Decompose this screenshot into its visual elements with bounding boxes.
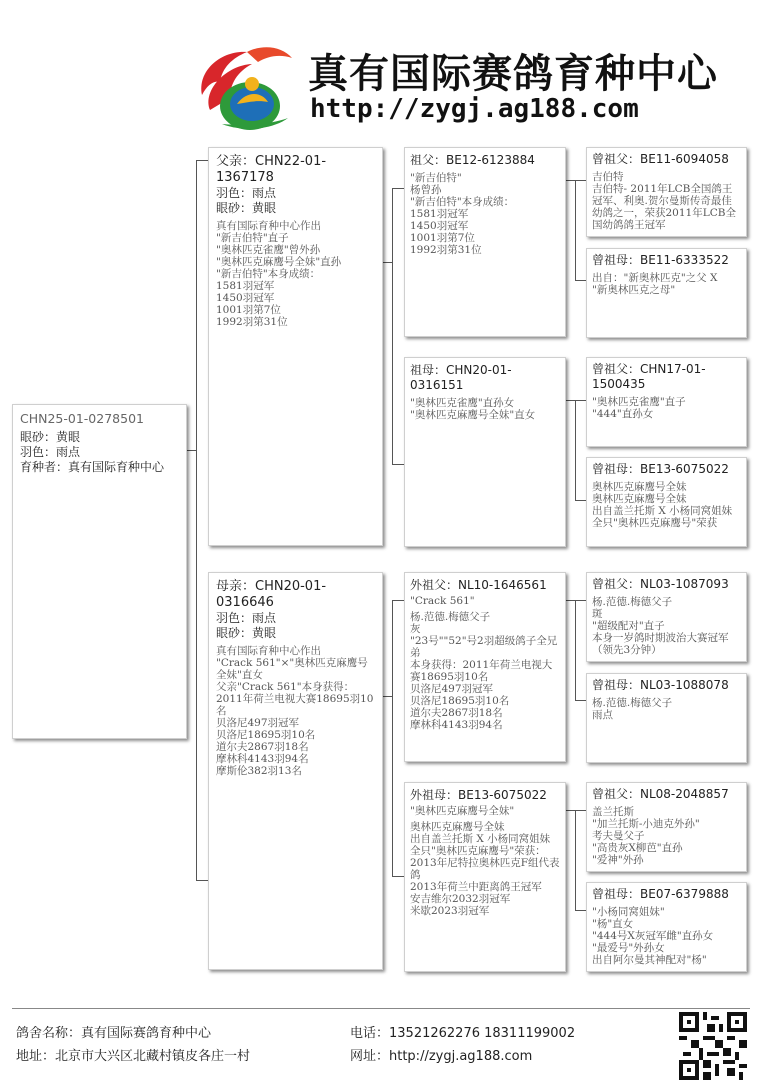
header-url[interactable]: http://zygj.ag188.com <box>310 94 639 124</box>
pgs-name: "新吉伯特" <box>410 172 462 184</box>
subject-card[interactable] <box>12 404 187 739</box>
phoenix-logo-icon <box>192 40 300 132</box>
sire-notes: 真有国际育种中心作出 "新吉伯特"直子 "奥林匹克雀鹰"曾外孙 "奥林匹克麻鹰号全妹"直孙 "新吉伯特"本身成绩： 1581羽冠军 1450羽冠军 1001羽第7位 1992羽第31位 <box>216 220 342 328</box>
ggp8-card[interactable] <box>586 882 747 972</box>
ggp7-notes: 盖兰托斯 "加兰托斯-小迪克外孙" 考夫曼父子 "高贵灰X柳芭"直孙 "爱神"外孙 <box>592 806 700 866</box>
logo <box>192 40 300 132</box>
footer-loft: 鸽舍名称：真有国际赛鸽育种中心 <box>16 1026 212 1041</box>
dam-ring: 母亲：CHN20-01-0316646 <box>216 579 327 610</box>
mgd-notes: 奥林匹克麻鹰号全妹 出自盖兰托斯 X 小杨同窝姐妹 全只"奥林匹克麻鹰号"荣获： 2013年尼特拉奥林匹克F组代表鸽 2013年荷兰中距离鸽王冠军 安吉维尔2032羽冠军 米歇2023羽冠军 <box>410 821 560 917</box>
mgs-notes: 杨.范德.梅德父子 灰 "23号""52"号2羽超级鸽子全兄弟 本身获得：2011年荷兰电视大赛18695羽10名 贝洛尼497羽冠军 贝洛尼18695羽10名 道尔夫2867羽18名 摩林科4143羽94名 <box>410 611 558 731</box>
mgd-ring: 外祖母：BE13-6075022 <box>410 788 547 802</box>
dam-eye: 眼砂：黄眼 <box>216 626 277 640</box>
mgs-ring: 外祖父：NL10-1646561 <box>410 578 547 592</box>
footer-divider <box>12 1008 750 1009</box>
ggp4-ring: 曾祖母：BE13-6075022 <box>592 462 729 476</box>
dam-color: 羽色：雨点 <box>216 611 277 625</box>
maternal-grandsire-card[interactable] <box>404 572 566 762</box>
ggp1-card[interactable] <box>586 147 747 237</box>
ggp4-notes: 奥林匹克麻鹰号全妹 奥林匹克麻鹰号全妹 出自盖兰托斯 X 小杨同窝姐妹 全只"奥林匹克麻鹰号"荣获 <box>592 481 733 529</box>
ggp5-card[interactable] <box>586 572 747 662</box>
ggp6-notes: 杨.范德.梅德父子 雨点 <box>592 697 673 721</box>
sire-ring: 父亲：CHN22-01-1367178 <box>216 154 327 185</box>
ggp4-card[interactable] <box>586 457 747 547</box>
sire-card[interactable] <box>208 147 383 546</box>
ggp2-ring: 曾祖母：BE11-6333522 <box>592 253 729 267</box>
sire-eye: 眼砂：黄眼 <box>216 201 277 215</box>
subject-eye: 眼砂：黄眼 <box>20 430 81 444</box>
pgd-notes: "奥林匹克雀鹰"直孙女 "奥林匹克麻鹰号全妹"直女 <box>410 397 536 421</box>
ggp3-notes: "奥林匹克雀鹰"直子 "444"直孙女 <box>592 396 686 420</box>
dam-notes: 真有国际育种中心作出 "Crack 561"×"奥林匹克麻鹰号全妹"直女 父亲"Crack 561"本身获得： 2011年荷兰电视大赛18695羽10名 贝洛尼497羽冠军 贝洛尼18695羽10名 道尔夫2867羽18名 摩林科4143羽94名 摩斯伦382羽13名 <box>216 645 374 777</box>
ggp5-ring: 曾祖父：NL03-1087093 <box>592 577 729 591</box>
ggp2-card[interactable] <box>586 248 747 338</box>
pgs-notes: 杨曾孙 "新吉伯特"本身成绩： 1581羽冠军 1450羽冠军 1001羽第7位 1992羽第31位 <box>410 184 515 256</box>
sire-color: 羽色：雨点 <box>216 186 277 200</box>
maternal-granddam-card[interactable] <box>404 782 566 972</box>
dam-card[interactable] <box>208 572 383 970</box>
ggp1-ring: 曾祖父：BE11-6094058 <box>592 152 729 166</box>
ggp7-ring: 曾祖父：NL08-2048857 <box>592 787 729 801</box>
ggp6-card[interactable] <box>586 673 747 763</box>
mgd-name: "奥林匹克麻鹰号全妹" <box>410 805 515 817</box>
qr-code-icon <box>679 1012 747 1080</box>
ggp2-notes: 出自："新奥林匹克"之父 X "新奥林匹克之母" <box>592 272 718 296</box>
footer-phone: 电话：13521262276 18311199002 <box>350 1026 576 1041</box>
footer-site[interactable]: 网址：http://zygj.ag188.com <box>350 1049 533 1064</box>
ggp6-ring: 曾祖母：NL03-1088078 <box>592 678 729 692</box>
subject-breeder: 育种者：真有国际育种中心 <box>20 460 165 474</box>
ggp1-notes: 吉伯特 吉伯特- 2011年LCB全国鸽王冠军、利奥.贺尔曼斯传奇最佳幼鸽之一，荣获2011年LCB全国幼鸽鸽王冠军 <box>592 171 736 231</box>
ggp8-notes: "小杨同窝姐妹" "杨"直女 "444号X灰冠军雌"直孙女 "最爱号"外孙女 出自阿尔曼其神配对"杨" <box>592 906 714 966</box>
paternal-granddam-card[interactable] <box>404 357 566 547</box>
subject-ring: CHN25-01-0278501 <box>20 411 144 426</box>
ggp8-ring: 曾祖母：BE07-6379888 <box>592 887 729 901</box>
pgd-ring: 祖母：CHN20-01-0316151 <box>410 363 512 392</box>
mgs-name: "Crack 561" <box>410 595 475 607</box>
footer-address: 地址：北京市大兴区北藏村镇皮各庄一村 <box>16 1049 251 1064</box>
pgs-ring: 祖父：BE12-6123884 <box>410 153 535 167</box>
ggp5-notes: 杨.范德.梅德父子 斑 "超级配对"直子 本身一岁鸽时期波治大赛冠军（领先3分钟） <box>592 596 729 656</box>
subject-color: 羽色：雨点 <box>20 445 81 459</box>
paternal-grandsire-card[interactable] <box>404 147 566 337</box>
header-title: 真有国际赛鸽育种中心 <box>308 51 718 97</box>
ggp3-card[interactable] <box>586 357 747 447</box>
ggp7-card[interactable] <box>586 782 747 872</box>
ggp3-ring: 曾祖父：CHN17-01-1500435 <box>592 362 706 391</box>
